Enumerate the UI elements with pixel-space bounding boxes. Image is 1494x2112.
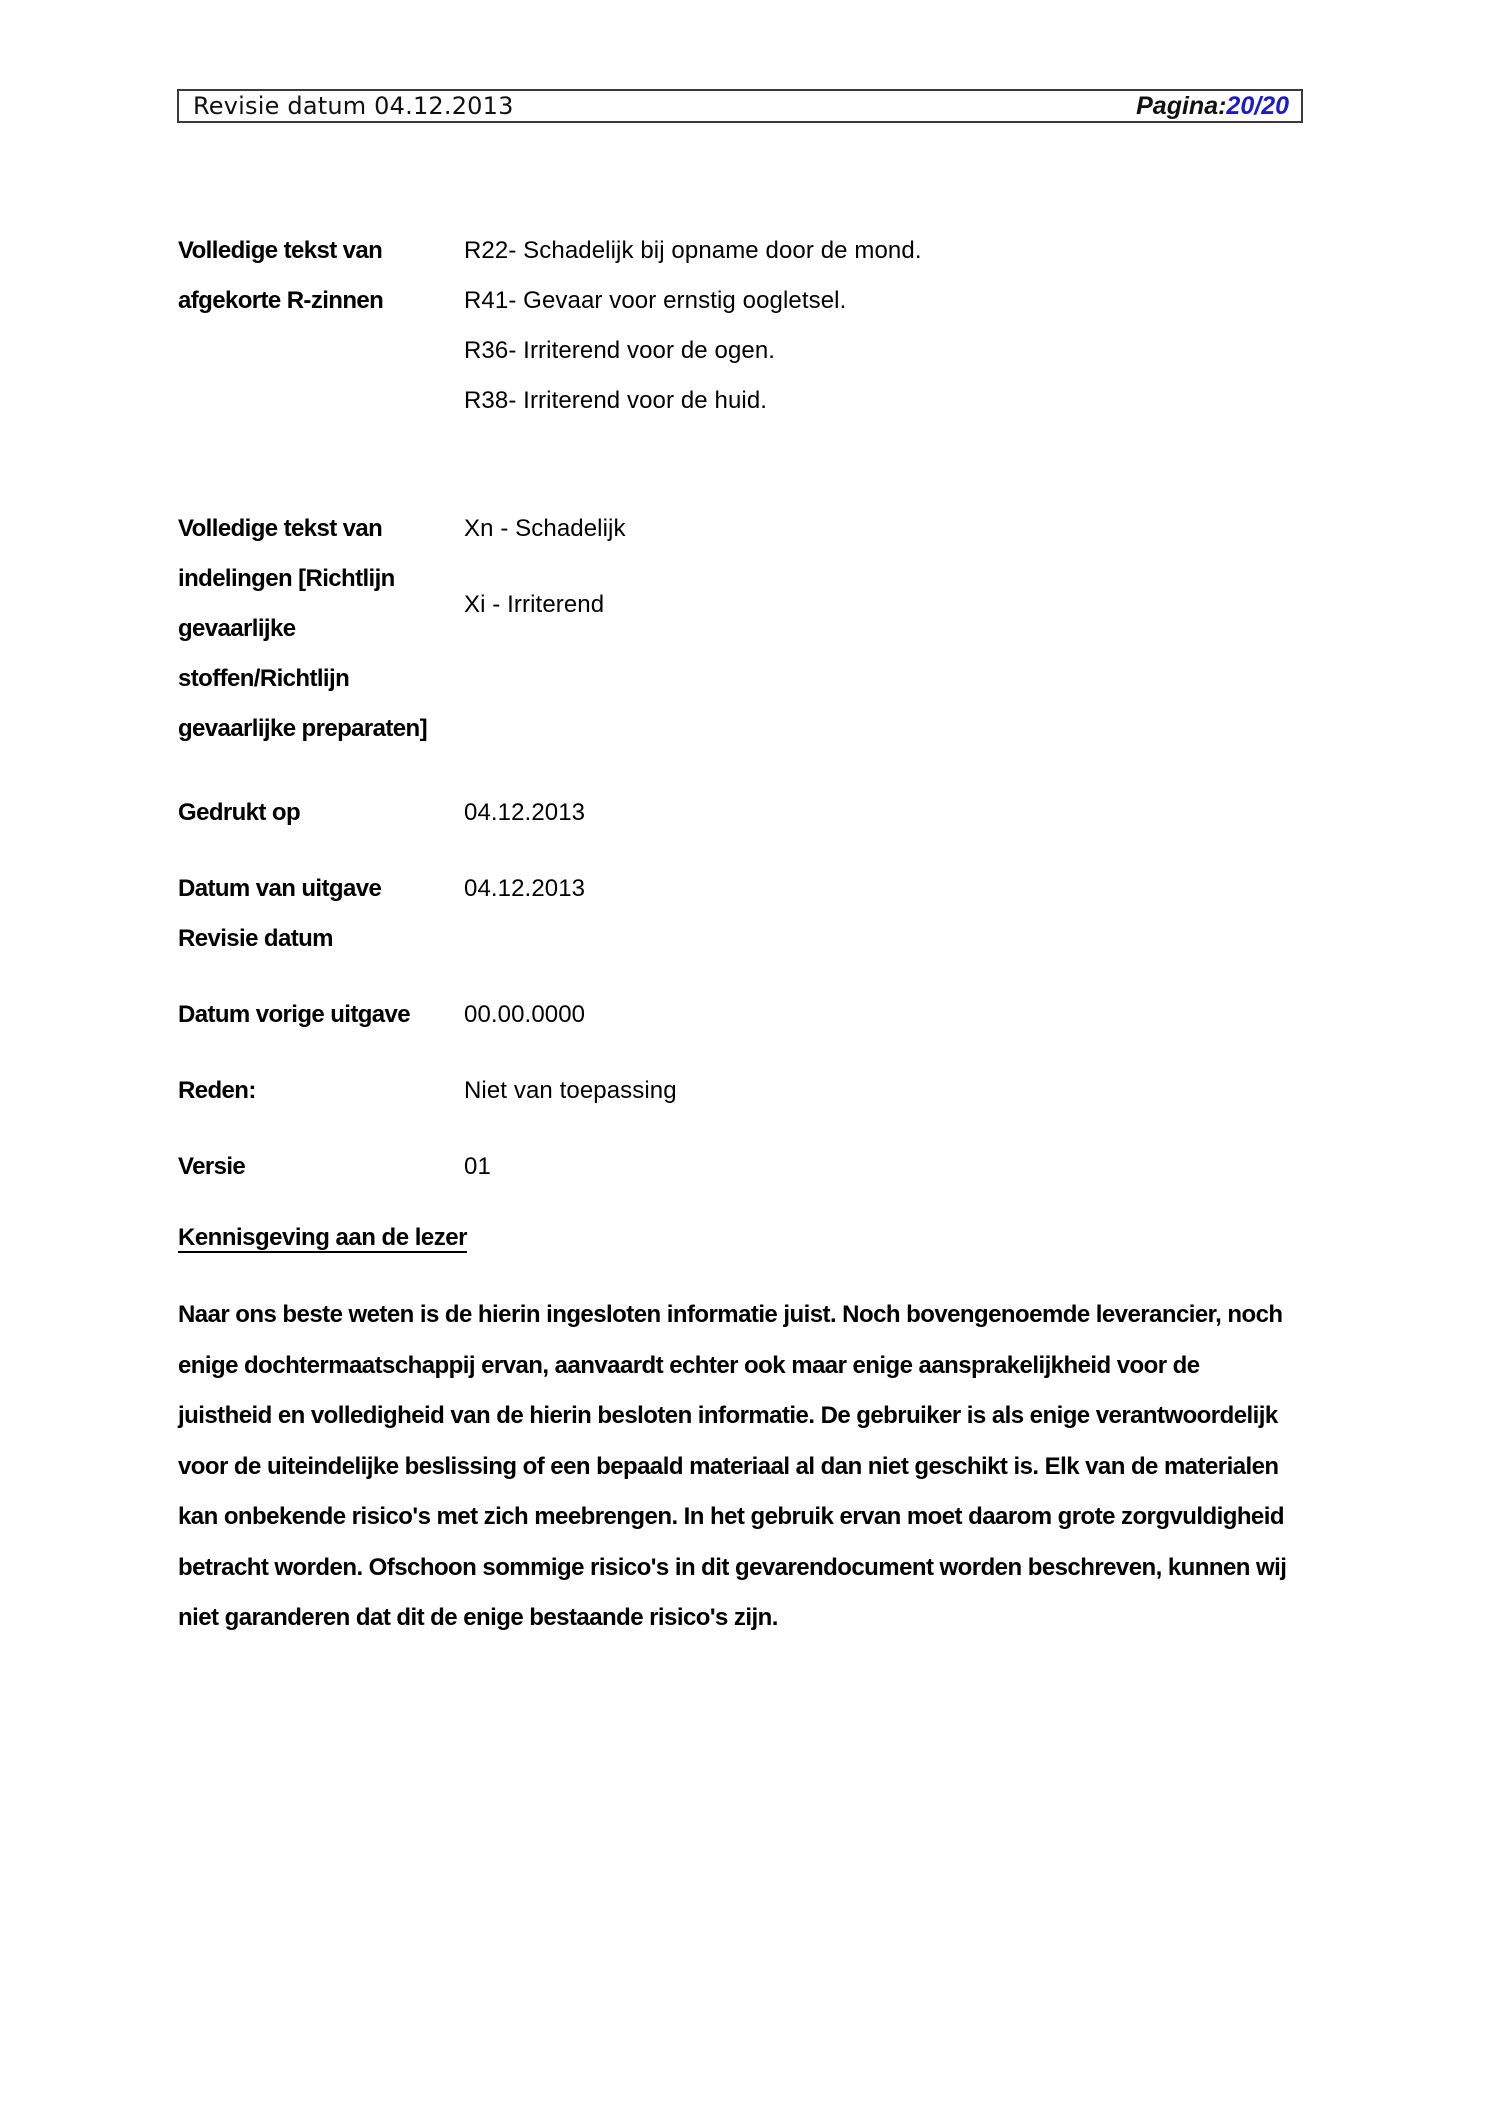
page-total: 20 [1261,91,1289,120]
notice-heading: Kennisgeving aan de lezer [178,1224,467,1251]
previous-value: 00.00.0000 [464,1001,586,1028]
notice-body [178,1290,1318,1644]
classifications-list [464,504,626,630]
notice-line: kan onbekende risico's met zich meebrengen. In het gebruik ervan moet daarom grote zorgvuldigheid [178,1503,1284,1530]
reason-value: Niet van toepassing [464,1077,677,1104]
notice-line: betracht worden. Ofschoon sommige risico's in dit gevarendocument worden beschreven, kunnen wij [178,1553,1287,1581]
notice-line: enige dochtermaatschappij ervan, aanvaardt echter ook maar enige aansprakelijkheid voor de [178,1351,1200,1379]
page-header [177,89,1303,123]
classification-item: Xn - Schadelijk [464,515,626,542]
previous-label: Datum vorige uitgave [178,1001,411,1028]
page-current: 20 [1226,91,1255,120]
issue-label: Datum van uitgave Revisie datum [178,875,382,952]
notice-line: voor de uiteindelijke beslissing of een bepaald materiaal al dan niet geschikt is. Elk van de materialen [178,1452,1279,1480]
printed-label: Gedrukt op [178,799,301,826]
page-number [1136,92,1289,121]
reason-label: Reden: [178,1077,256,1104]
r-phrase-item: R22- Schadelijk bij opname door de mond. [464,237,922,264]
version-label: Versie [178,1153,246,1180]
printed-value: 04.12.2013 [464,799,586,826]
classification-item: Xi - Irriterend [464,591,605,618]
classifications-label: Volledige tekst van indelingen [Richtlijn gevaarlijke stoffen/Richtlijn gevaarlijke preparaten] [178,515,427,742]
notice-line: Naar ons beste weten is de hierin ingesloten informatie juist. Noch bovengenoemde leverancier, noch [178,1301,1283,1328]
page-prefix: Pagina: [1136,91,1227,120]
r-phrases-list [464,226,922,426]
r-phrase-item: R41- Gevaar voor ernstig oogletsel. [464,287,847,314]
notice-line: juistheid en volledigheid van de hierin besloten informatie. De gebruiker is als enige verantwoordelijk [178,1402,1278,1429]
r-phrase-item: R36- Irriterend voor de ogen. [464,337,776,364]
r-phrases-label: Volledige tekst van afgekorte R-zinnen [178,237,384,314]
notice-line: niet garanderen dat dit de enige bestaande risico's zijn. [178,1604,778,1631]
version-value: 01 [464,1153,491,1180]
r-phrase-item: R38- Irriterend voor de huid. [464,387,768,414]
revision-date-header: Revisie datum 04.12.2013 [193,92,514,120]
issue-value: 04.12.2013 [464,875,586,902]
page-separator: / [1254,91,1262,120]
